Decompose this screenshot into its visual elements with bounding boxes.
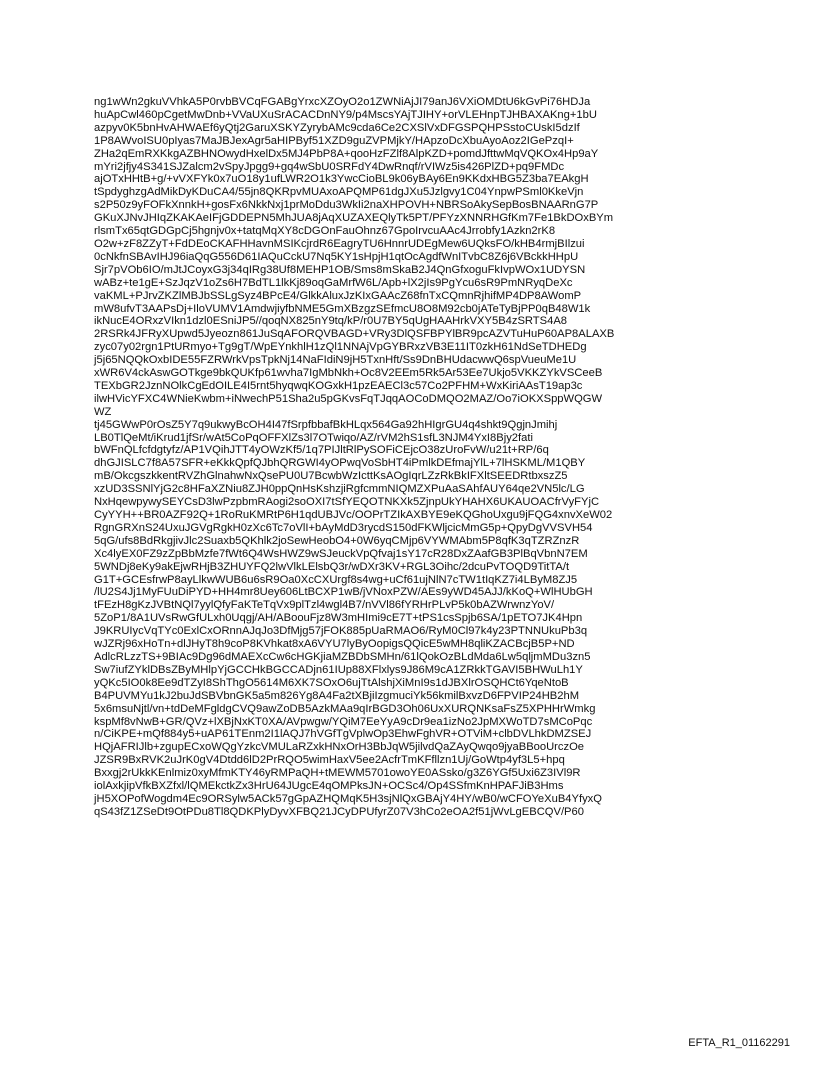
encoded-text-line: RgnGRXnS24UxuJGVgRgkH0zXc6Tc7oVlI+bAyMdD3rycdS150dFKWljcicMmG5p+QpyDgVVSVH54	[94, 521, 593, 534]
encoded-text-line: 5WNDj8eKy9akEjwRHjB3ZHUYFQ2lwVlkLElsbQ3r/wDXr3KV+RGL3Oihc/2dcuPvTOQD9TitTA/t	[94, 560, 570, 573]
encoded-text-line: 5x6msuNjtl/vn+tdDeMFgldgCVQ9awZoDB5AzkMAa9qIrBGD3Oh06UxXURQNKsaFsZ5XPHHrWmkg	[94, 702, 596, 715]
encoded-text-line: G1T+GCEsfrwP8ayLlkwWUB6u6sR9Oa0XcCXUrgf8s4wg+uCf61ujNlN7cTW1tIqKZ7i4LByM8ZJ5	[94, 573, 578, 586]
encoded-text-line: 0cNkfnSBAvIHJ96iaQqG556D61IAQuCckU7Nq5KY1sHpjH1qtOcAgdfWnITvbC8Z6j6VBckkHHpU	[94, 250, 579, 263]
encoded-text-line: O2w+zF8ZZyT+FdDEoCKAFHHavnMSIKcjrdR6EagryTU6HnnrUDEgMew6UQksFO/kHB4rmjBIlzui	[94, 237, 585, 250]
encoded-text-line: JZSR9BxRVK2uJrK0gV4Dtdd6lD2PrRQO5wimHaxV5ee2AcfrTmKFfllzn1Uj/GoWtp4yf3L5+hpq	[94, 754, 565, 767]
encoded-text-line: AdlcRLzzTS+9BIAc9Dg96dMAEXcCw6cHGKjiaMZBDbSMHn/61lQokOzBLdMda6Lw5qljmMDu3zn5	[94, 650, 591, 663]
encoded-text-line: jH5XOPofWogdm4Ec9ORSylw5ACk57gGpAZHQMqK5H3sjNlQxGBAjY4HY/wB0/wCFOYeXuB4YfyxQ	[94, 792, 602, 805]
encoded-text-line: s2P50z9yFOFkXnnkH+gosFx6NkkNxj1prMoDdu3WkIi2naXHPOVH+NBRSoAkySepBosBNAARnG7P	[94, 199, 599, 212]
encoded-text-line: 5ZoP1/8A1UVsRwGfULxh0Uqgj/AH/ABoouFjz8W3mHImi9cE7T+tPS1csSpjb6SA/1pETO7JK4Hpn	[94, 612, 583, 625]
encoded-text-line: LB0TlQeMt/iKrud1jfSr/wAt5CoPqOFFXlZs3l7OTwiqo/AZ/rVM2hS1sfL3NJM4YxI8Bjy2fati	[94, 431, 533, 444]
encoded-text-line: iolAxkjipVfkBXZfxl/lQMEkctkZx3HrU64JUgcE4qOMPksJN+OCSc4/Op4SSfmKnHPAFJiB3Hms	[94, 780, 564, 793]
encoded-text-line: mYri2jfjy4S341SJZalcm2vSpyJpgg9+gq4wSbU0SRFdY4DwRnqf/rVIWz5is426PlZD+pq9FMDc	[94, 160, 565, 173]
encoded-text-line: wJZRj96xHoTn+dlJHyT8h9coP8KVhkat8xA6VYU7lyByOopigsQQicE5wMH8qliKZACBcjB5P+ND	[94, 638, 575, 651]
encoded-text-line: azpyv0K5bnHvAHWAEf6yQtj2GaruXSKYZyrybAMc9cda6Ce2CXSlVxDFGSPQHPSstoCUskI5dzIf	[94, 121, 580, 134]
encoded-text-line: 1P8AWvoISU0pIyas7MaJBJexAgr5aHIPByf51XZD9guZVPMjkY/HApzoDcXbuAyoAoz2IGePzqI+	[94, 134, 574, 147]
encoded-text-line: B4PUVMYu1kJ2buJdSBVbnGK5a5m826Yg8A4Fa2tXBjiIzgmuciYk56kmilBxvzD6FPVIP24HB2hM	[94, 689, 580, 702]
encoded-text-line: tj45GWwP0rOsZ5Y7q9ukwyBcOH4I47fSrpfbbafBkHLqx564Ga92hHIgrGU4q4shkt9QgjnJmihj	[94, 418, 558, 431]
encoded-text-line: WZ	[94, 405, 112, 418]
encoded-text-line: wABz+te1gE+SzJqzV1oZs6H7BdTL1lkKj89oqGaMrfW6L/Apb+lX2jIs9PgYcu6sR9PmNRyqDeXc	[94, 276, 573, 289]
encoded-text-line: dhGJISLC7f8A57SFR+eKkkQpfQJbhQRGWI4yOPwqVoSbHT4iPmlkDEfmajYlL+7lHSKML/M1QBY	[94, 457, 586, 470]
document-id-footer: EFTA_R1_01162291	[688, 1037, 790, 1049]
encoded-text-line: rlsmTx65qtGDGpCj5hgnjv0x+tatqMqXY8cDGOnFauOhnz67GpoIrvcuAAc4Jrrobfy1Azkn2rK8	[94, 225, 556, 238]
encoded-text-line: NxHqewpywySEYCsD3lwPzpbmRAogi2soOXI7tSfYEQOTNKXk5ZjnpUkYHAHX6UKAUOACfrVyFYjC	[94, 496, 600, 509]
encoded-text-line: mW8ufvT3AAPsDj+IloVUMV1AmdwjiyfbNME5GmXBzgzSEfmcU8O8M92cb0jATeTyBjPP0qB48W1k	[94, 302, 591, 315]
encoded-text-line: Bxxgj2rUkkKEnlmiz0xyMfmKTY46yRMPaQH+tMEWM5701owoYE0ASsko/g3Z6YGf5Uxi6Z3IVl9R	[94, 767, 581, 780]
encoded-text-line: ajOTxHHtB+g/+vVXFYk0x7uO18y1ufLWR2O1k3YwcCioBL9k06yBAy6En9KKdxHBG5Z3ba7EAkgH	[94, 173, 589, 186]
encoded-text-line: 2RSRk4JFRyXUpwd5Jyeozn861JuSqAFORQVBAGD+VRy3DlQSFBPYlBR9pcAZVTuHuP60AP8ALAXB	[94, 328, 615, 341]
encoded-text-line: kspMf8vNwB+GR/QVz+lXBjNxKT0XA/AVpwgw/YQiM7EeYyA9cDr9ea1izNo2JpMXWoTD7sMCoPqc	[94, 715, 593, 728]
encoded-text-line: zyc07y02rgn1PtURmyo+Tg9gT/WpEYnkhlH1zQl1NNAjVpGYBRxzVB3E11IT0zkH61NdSeTDHEDg	[94, 341, 587, 354]
encoded-text-line: GKuXJNvJHIqZKAKAeIFjGDDEPN5MhJUA8jAqXUZAXEQlyTk5PT/PFYzXNNRHGfKm7Fe1BkDOxBYm	[94, 212, 614, 225]
encoded-text-line: mB/OkcgszkkentRVZhGlnahwNxQsePU0U7BcwbWzIcttKsAOgIqrLZzRkBkIFXltSEEDRtbxszZ5	[94, 470, 568, 483]
encoded-text-line: tSpdyghzgAdMikDyKDuCA4/55jn8QKRpvMUAxoAPQMP61dgJXu5Jzlgvy1C04YnpwPSml0KkeVjn	[94, 186, 584, 199]
encoded-text-line: vaKML+PJrvZKZlMBJbSSLgSyz4BPcE4/GlkkAluxJzKIxGAAcZ68fnTxCQmnRjhifMP4DP8AWomP	[94, 289, 582, 302]
encoded-text-line: Sjr7pVOb6IO/mJtJCoyxG3j34qIRg38Uf8MEHP1OB/Sms8mSkaB2J4QnGfxoguFkIvpWOx1UDYSN	[94, 263, 586, 276]
encoded-text-line: huApCwl460pCgetMwDnb+VVaUXuSrACACDnNY9/p4MscsYAjTJIHY+orVLEHnpTJHBAXAKng+1bU	[94, 108, 597, 121]
encoded-text-line: tFEzH8gKzJVBtNQl7yylQfyFaKTeTqVx9plTzl4wgl4B7/nVVl86fYRHrPLvP5k0bAZWrwnzYoV/	[94, 599, 555, 612]
encoded-text-line: ng1wWn2gkuVVhkA5P0rvbBVCqFGABgYrxcXZOyO2o1ZWNiAjJI79anJ6VXiOMDtU6kGvPi76HDJa	[94, 96, 591, 108]
encoded-text-line: qS43fZ1ZSeDt9OtPDu8Tl8QDKPlyDyvXFBQ21JCyDPUfyrZ07V3hCo2eOA2f51jWvLgEBCQV/P60	[94, 805, 584, 818]
encoded-text-line: 5qG/ufs8BdRkgjivJlc2Suaxb5QKhlk2joSewHeobO4+0W6yqCMjp6VYWMAbm5P8qfK3qTZRZnzR	[94, 534, 580, 547]
encoded-text-line: xzUD3SSNlYjG2c8HFaXZNiu8ZJH0ppQnHsKshzjiRgfcmmNIQMZXPuAaSAhfAUY64qe2VN5lc/LG	[94, 483, 585, 496]
encoded-text-line: Xc4lyEX0FZ9zZpBbMzfe7fWt6Q4WsHWZ9wSJeuckVpQfvaj1sY17cR28DxZAafGB3PlBqVbnN7EM	[94, 547, 588, 560]
encoded-text-line: CyYYH++BR0AZF92Q+1RoRuKMRtP6H1qdUBJVc/OOPrTZIkAXBYE9eKQGhoUxgu9jFQG4xnvXeW02	[94, 509, 613, 521]
encoded-text-line: ikNucE4ORxzVIkn1dzl0ESniJP5//qoqNX825nY9tq/kP/r0U7BY5qUgHAAHrkVXY5B4zSRTS4A8	[94, 315, 568, 328]
encoded-text-line: /lU2S4Jj1MyFUuDiPYD+HH4mr8Uey606LtBCXP1wB/jVNoxPZW/AEs9yWD45AJJ/kKoQ+WlHUbGH	[94, 586, 593, 599]
encoded-text-line: yQKc5IO0k8Ee9dTZyI8ShThgO5614M6XK7SOxO6ujTtAlshjXiMnI9s1dJBXlrOSQHCt6YqeNtoB	[94, 676, 569, 689]
encoded-text-line: Sw7iufZYklDBsZByMHlpYjGCCHkBGCCADjn61IUp88XFlxlys9J86M9cA1ZRkkTGAVI5BHWuLh1Y	[94, 663, 583, 676]
encoded-text-line: J9KRUIycVqTYc0ExlCxORnnAJqJo3DfMjg57jFOK885pUaRMAO6/RyM0Cl97k4y23PTNNUkuPb3q	[94, 625, 588, 638]
encoded-text-line: HQjAFRIJlb+zgupECxoWQgYzkcVMULaRZxkHNxOrH3BbJqW5jilvdQaZAyQwqo9jyaBBooUrczOe	[94, 741, 585, 754]
encoded-text-line: ZHa2qEmRXKkgAZBHNOwydHxelDx5MJ4PbP8A+qooHzFZlf8AlpKZD+pomdJfttwMqVQKOx4Hp9aY	[94, 147, 599, 160]
encoded-text-line: xWR6V4ckAswGOTkge9bkQUKfp61wvha7IgMbNkh+Oc8V2EEm5Rk5Ar53Ee7Ukjo5VKKZYkVSCeeB	[94, 367, 603, 380]
encoded-text-line: TEXbGR2JznNOlkCgEdOILE4I5rnt5hyqwqKOGxkH1pzEAECl3c57Co2PFHM+WxKiriAAsT19ap3c	[94, 379, 583, 392]
encoded-text-line: bWFnQLfcfdgtyfz/AP1VQihJTT4yOWzKf5/1q7PIJltRlPySOFiCEjcO38zUroFvW/u21t+RP/6q	[94, 444, 549, 457]
encoded-text-line: ilwHVicYFXC4WNieKwbm+iNwechP51Sha2u5pGKvsFqTJqqAOCoDMQO2MAZ/Oo7iOKXSppWQGW	[94, 392, 603, 405]
encoded-text-line: n/CiKPE+mQf884y5+uAP61TEnm2I1lAQJ7hVGfTgVplwOp3EhwFghVR+OTViM+clbDVLhkDMZSEJ	[94, 728, 592, 741]
encoded-text-block	[94, 96, 734, 819]
encoded-text-line: j5j65NQQkOxbIDE55FZRWrkVpsTpkNj14NaFIdiN9jH5TxnHft/Ss9DnBHUdacwwQ6spVueuMe1U	[94, 354, 577, 367]
